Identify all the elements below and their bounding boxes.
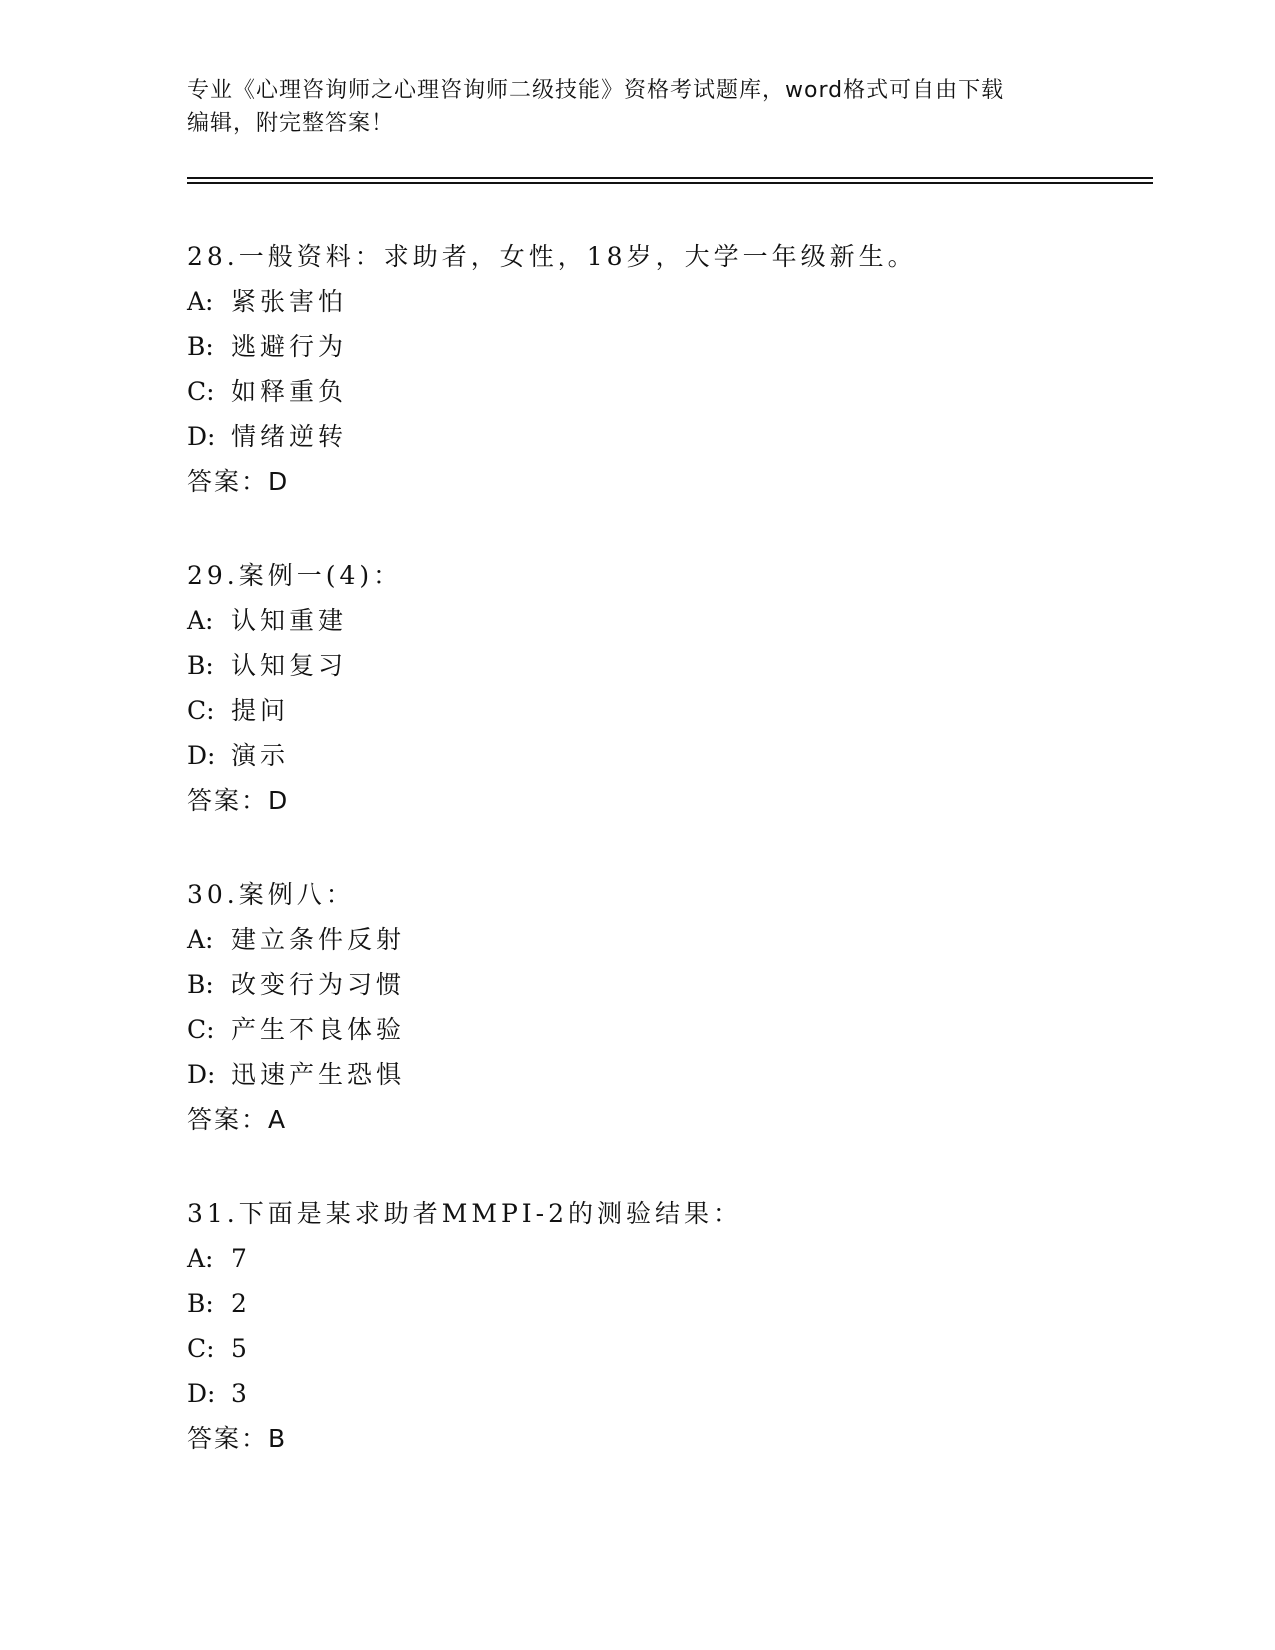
option-text: 5	[231, 1334, 251, 1363]
option-text: 迅速产生恐惧	[231, 1060, 406, 1089]
answer-line: 答案：B	[187, 1424, 288, 1453]
option-c	[187, 369, 1147, 414]
option-text: 逃避行为	[231, 332, 348, 361]
option-text: 认知复习	[231, 651, 348, 680]
option-b	[187, 962, 1147, 1007]
option-key: D:	[187, 741, 216, 770]
option-key: B:	[187, 651, 214, 680]
header-divider-top	[187, 177, 1153, 179]
option-c	[187, 1007, 1147, 1052]
question-title: 28.一般资料：求助者，女性，18岁，大学一年级新生。	[187, 242, 917, 271]
option-key: C:	[187, 1015, 215, 1044]
option-key: D:	[187, 1379, 216, 1408]
option-text: 改变行为习惯	[231, 970, 406, 999]
header-divider-bottom	[187, 182, 1153, 184]
header-line-1: 专业《心理咨询师之心理咨询师二级技能》资格考试题库，word格式可自由下载	[187, 78, 1005, 103]
option-key: C:	[187, 1334, 215, 1363]
option-key: A:	[187, 606, 214, 635]
option-key: D:	[187, 422, 216, 451]
question-29	[187, 553, 1147, 823]
question-title: 29.案例一(4)：	[187, 561, 403, 590]
option-c	[187, 1326, 1147, 1371]
option-b	[187, 1281, 1147, 1326]
option-text: 建立条件反射	[231, 925, 406, 954]
option-text: 认知重建	[231, 606, 348, 635]
question-30	[187, 872, 1147, 1142]
option-text: 提问	[231, 696, 290, 725]
question-31	[187, 1191, 1147, 1461]
option-d	[187, 1052, 1147, 1097]
option-key: D:	[187, 1060, 216, 1089]
option-key: C:	[187, 696, 215, 725]
option-a	[187, 279, 1147, 324]
question-title: 31.下面是某求助者MMPI-2的测验结果：	[187, 1199, 743, 1228]
option-key: B:	[187, 1289, 214, 1318]
option-text: 7	[231, 1244, 251, 1273]
option-key: A:	[187, 1244, 214, 1273]
answer-line: 答案：D	[187, 786, 290, 815]
answer-line: 答案：A	[187, 1105, 288, 1134]
option-key: B:	[187, 970, 214, 999]
answer-line: 答案：D	[187, 467, 290, 496]
option-d	[187, 414, 1147, 459]
option-d	[187, 733, 1147, 778]
question-28	[187, 234, 1147, 504]
option-key: C:	[187, 377, 215, 406]
option-text: 2	[231, 1289, 251, 1318]
option-a	[187, 598, 1147, 643]
option-a	[187, 1236, 1147, 1281]
option-text: 紧张害怕	[231, 287, 348, 316]
question-title: 30.案例八：	[187, 880, 355, 909]
option-a	[187, 917, 1147, 962]
option-key: B:	[187, 332, 214, 361]
header-line-2: 编辑，附完整答案！	[187, 111, 395, 136]
option-text: 3	[231, 1379, 251, 1408]
option-text: 产生不良体验	[231, 1015, 406, 1044]
option-c	[187, 688, 1147, 733]
option-text: 情绪逆转	[231, 422, 348, 451]
document-header	[187, 74, 1067, 140]
option-text: 演示	[231, 741, 290, 770]
option-b	[187, 324, 1147, 369]
option-d	[187, 1371, 1147, 1416]
option-key: A:	[187, 287, 214, 316]
option-key: A:	[187, 925, 214, 954]
option-text: 如释重负	[231, 377, 348, 406]
option-b	[187, 643, 1147, 688]
